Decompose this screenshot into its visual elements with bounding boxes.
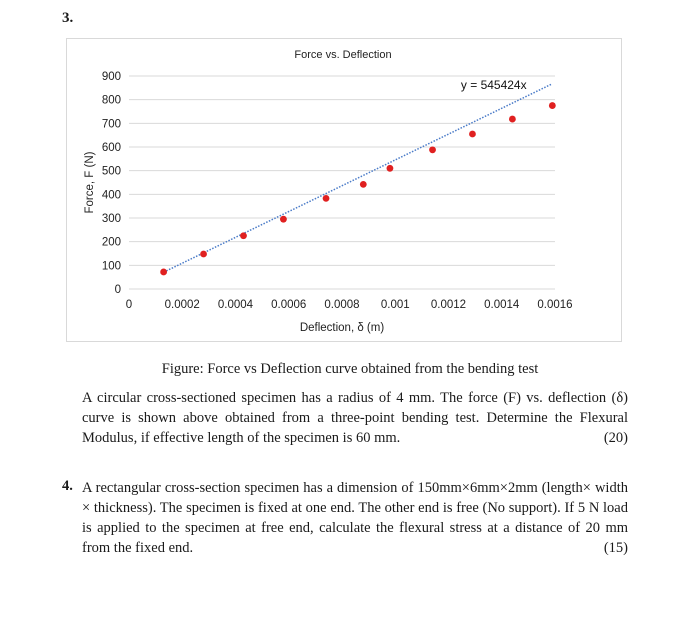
x-tick-label: 0	[125, 299, 133, 311]
question-4-text: A rectangular cross-section specimen has a dimension of 150mm×6mm×2mm (length× width × thickness). The specimen is fixed at one end. The other end is free (No support). If 5 N load is applied to the specimen at free end, calculate the flexural stress at a distance of 20 mm from the fixed end.	[82, 480, 628, 556]
x-tick-label: 0.0012	[430, 299, 467, 311]
chart-svg	[67, 39, 621, 341]
y-axis-label: Force, F (N)	[84, 151, 96, 214]
y-tick-label: 300	[101, 213, 121, 225]
y-tick-label: 0	[114, 284, 121, 296]
x-tick-label: 0.0002	[164, 299, 200, 311]
y-tick-label: 500	[101, 165, 121, 178]
question-4-number: 4.	[62, 478, 73, 494]
x-tick-label: 0.001	[380, 299, 410, 311]
data-point	[429, 146, 436, 153]
data-point	[387, 165, 394, 172]
question-3-text-block	[82, 388, 628, 448]
data-point	[323, 195, 330, 202]
x-tick-label: 0.0008	[324, 299, 360, 311]
x-axis-label: Deflection, δ (m)	[299, 322, 385, 334]
data-point	[160, 269, 167, 276]
question-3-marks: (20)	[603, 430, 628, 446]
question-3-number: 3.	[62, 10, 74, 26]
y-tick-label: 600	[101, 142, 121, 154]
data-point	[509, 116, 516, 123]
y-tick-label: 200	[101, 236, 121, 249]
data-point	[360, 181, 367, 188]
data-point	[200, 251, 207, 258]
force-deflection-chart	[66, 38, 622, 342]
data-point	[549, 102, 556, 109]
x-tick-label: 0.0006	[271, 299, 307, 311]
trendline-equation-label: y = 545424x	[460, 78, 527, 93]
figure-caption: Figure: Force vs Deflection curve obtained from the bending test	[161, 361, 539, 377]
question-4-marks: (15)	[603, 540, 628, 556]
y-tick-label: 400	[101, 189, 121, 202]
y-tick-label: 900	[101, 71, 121, 83]
question-4-text-block	[82, 478, 628, 558]
data-point	[469, 131, 476, 138]
chart-title: Force vs. Deflection	[294, 49, 392, 61]
trendline	[164, 84, 553, 272]
data-point	[280, 216, 287, 223]
y-tick-label: 800	[101, 94, 121, 107]
question-3-text: A circular cross-sectioned specimen has a radius of 4 mm. The force (F) vs. deflection (δ) curve is shown above obtained from a three-point bending test. Determine the Flexural Modulus, if effective length of the specimen is 60 mm.	[82, 390, 628, 446]
y-tick-label: 100	[101, 260, 121, 273]
y-tick-label: 700	[101, 118, 121, 131]
x-tick-label: 0.0004	[217, 299, 254, 311]
x-tick-label: 0.0014	[484, 299, 520, 311]
x-tick-label: 0.0016	[537, 299, 573, 311]
data-point	[240, 232, 247, 239]
